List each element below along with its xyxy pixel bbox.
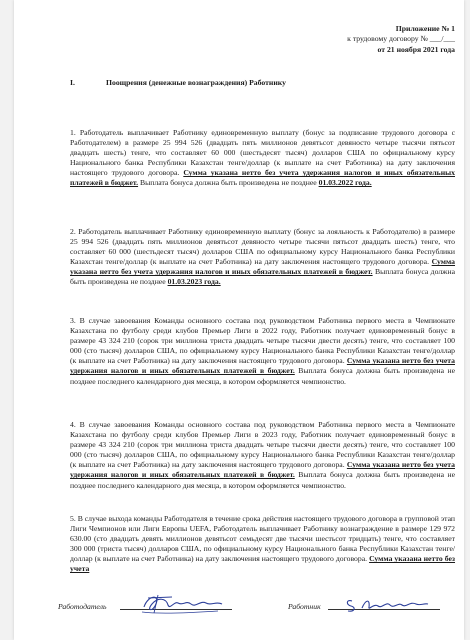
paragraph-1-deadline: Выплата бонуса должна быть произведена не позднее <box>139 178 317 188</box>
contract-date-value: 21 ноября 2021 года <box>386 45 455 54</box>
paragraph-2 <box>70 227 455 288</box>
paragraph-2-deadline: Выплата бонуса должна быть произведена не позднее <box>70 267 456 287</box>
paragraph-1 <box>70 128 455 189</box>
paragraph-1-netto-note: Сумма указана нетто без учета удержания налогов и иных обязательных платежей в бюджет. <box>70 168 456 188</box>
paragraph-3-deadline: Выплата бонуса должна быть произведена не позднее последнего календарного дня месяца, в котором оформляется чемпионство. <box>70 366 456 386</box>
paragraph-4-text: 4. В случае завоевания Команды основного состава под руководством Работника первого места в Чемпионате Казахстана по футболу среди клубов Премьер Лиги в 2023 году, Работник получает единовременный бонус в размере 43 324 210 (сорок три миллиона триста двадцать четыре тысячи двести десять) тенге, что составляет 100 000 (сто тысяч) долларов США, по официальному курсу Национального банка Республики Казахстан тенге/доллар (к выплате на счет Работника) на дату заключения настоящего трудового договора. <box>70 420 455 470</box>
paragraph-4 <box>70 420 455 491</box>
paragraph-1-text: 1. Работодатель выплачивает Работнику единовременную выплату (бонус за подписание трудового договора с Работодателем) в размере 25 994 526 (двадцать пять миллионов девятьсот девяносто четыре тысячи пятьсот двадцать шесть) тенге, что составляет 60 000 (шестьдесят тысяч) долларов США по официальному курсу Национального банка Республики Казахстан тенге/доллар (к выплате на счет Работника) на дату заключения настоящего трудового договора. <box>70 128 455 178</box>
appendix-title: Приложение № 1 <box>395 24 455 33</box>
document-page <box>14 0 464 640</box>
paragraph-3-netto-note: Сумма указана нетто без учета удержания налогов и иных обязательных платежей в бюджет. <box>70 356 455 376</box>
employer-signature-image <box>138 592 228 616</box>
paragraph-3 <box>70 316 455 387</box>
paragraph-4-netto-note: Сумма указана нетто без учета удержания налогов и иных обязательных платежей в бюджет. <box>70 460 455 480</box>
employee-signature-label: Работник <box>288 602 321 611</box>
paragraph-5-netto-note: Сумма указана нетто без учета <box>70 554 456 574</box>
paragraph-5 <box>70 514 455 575</box>
paragraph-1-date: 01.03.2022 года. <box>318 178 372 188</box>
contract-date <box>378 45 456 55</box>
paragraph-4-deadline: Выплата бонуса должна быть произведена не позднее последнего календарного дня месяца, в котором оформляется чемпионство. <box>70 470 456 490</box>
signature-block <box>58 592 455 632</box>
employer-signature-label: Работодатель <box>58 602 107 611</box>
section-number: I. <box>70 78 75 87</box>
paragraph-3-text: 3. В случае завоевания Команды основного состава под руководством Работника первого места в Чемпионате Казахстана по футболу среди клубов Премьер Лиги в 2022 году, Работник получает единовременный бонус в размере 43 324 210 (сорок три миллиона триста двадцать четыре тысячи двести десять) тенге, что составляет 100 000 (сто тысяч) долларов США, по официальному курсу Национального банка Республики Казахстан тенге/доллар (к выплате на счет Работника) на дату заключения настоящего трудового договора. <box>70 316 455 366</box>
paragraph-2-netto-note: Сумма указана нетто без учета удержания налогов и иных обязательных платежей в бюджет. <box>70 257 456 277</box>
contract-date-prefix: от <box>377 45 387 54</box>
paragraph-2-text: 2. Работодатель выплачивает Работнику единовременную выплату (бонус за лояльность к Работодателю) в размере 25 994 526 (двадцать пять миллионов девятьсот девяносто четыре тысячи пятьсот двадцать шесть) тенге, что составляет 60 000 (шестьдесят тысяч) долларов США по официальному курсу Национального банка Республики Казахстан тенге/доллар (к выплате на счет Работника) на дату заключения настоящего трудового договора. <box>70 227 455 267</box>
paragraph-5-text: 5. В случае выхода команды Работодателя в течение срока действия настоящего трудового договора в групповой этап Лиги Чемпионов или Лиги Европы UEFA, Работодатель выплачивает Работнику вознаграждение в размере 129 972 630.00 (сто двадцать девять миллионов девятьсот семьдесят две тысячи шестьсот тридцать) тенге, что составляет 300 000 (триста тысяч) долларов США, по официальному курсу Национального банка Республики Казахстан тенге/доллар (к выплате на счет Работника) на дату заключения настоящего трудового договора. <box>70 514 455 564</box>
section-title: Поощрения (денежные вознаграждения) Работнику <box>106 78 286 87</box>
employee-signature-image <box>342 595 432 615</box>
contract-reference: к трудовому договору № ___/___ <box>347 34 455 43</box>
paragraph-2-date: 01.03.2023 года. <box>167 277 221 287</box>
section-heading <box>70 78 455 88</box>
